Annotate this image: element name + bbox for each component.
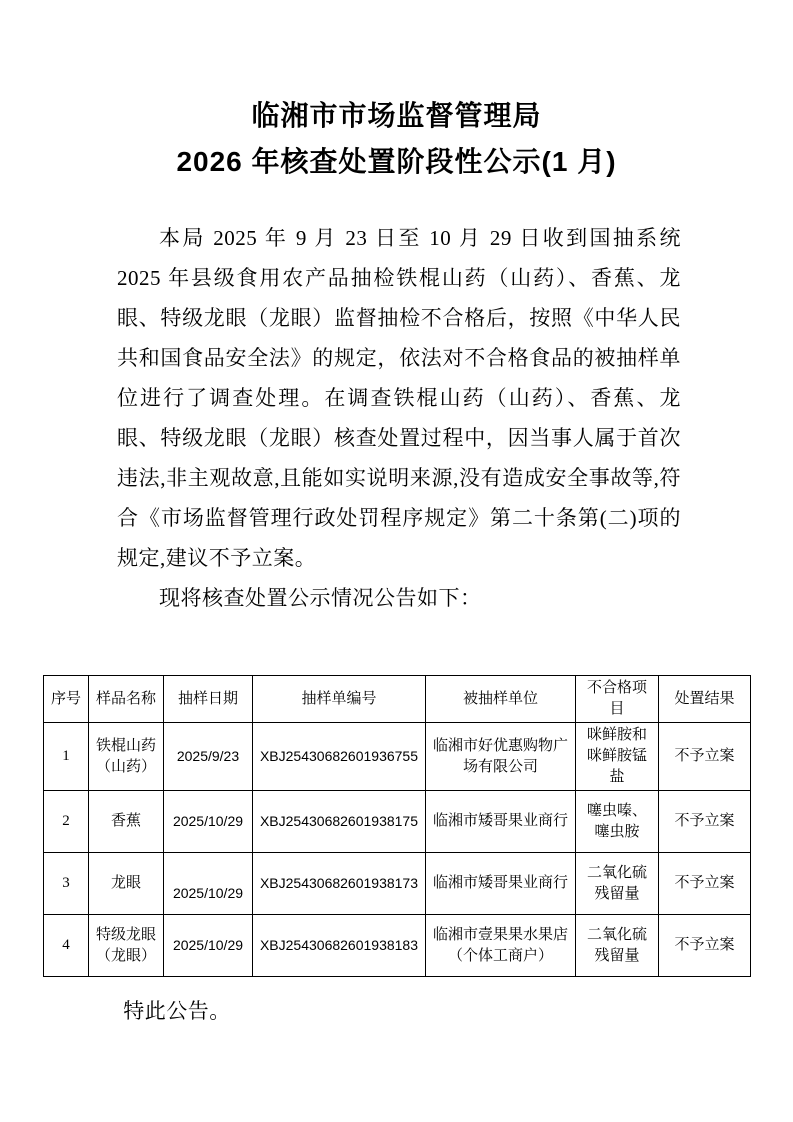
cell-seq: 1 bbox=[44, 723, 89, 791]
cell-sampled-unit: 临湘市矮哥果业商行 bbox=[426, 853, 576, 915]
cell-sample-date: 2025/10/29 bbox=[164, 791, 253, 853]
cell-sample-number: XBJ25430682601938175 bbox=[253, 791, 426, 853]
cell-sample-name: 龙眼 bbox=[89, 853, 164, 915]
header-seq: 序号 bbox=[44, 676, 89, 723]
cell-sample-name: 香蕉 bbox=[89, 791, 164, 853]
cell-sample-date: 2025/10/29 bbox=[164, 915, 253, 977]
cell-disposal-result: 不予立案 bbox=[659, 723, 751, 791]
cell-sampled-unit: 临湘市矮哥果业商行 bbox=[426, 791, 576, 853]
cell-seq: 4 bbox=[44, 915, 89, 977]
body-paragraph-lead-in: 现将核查处置公示情况公告如下： bbox=[159, 586, 482, 610]
cell-disposal-result: 不予立案 bbox=[659, 853, 751, 915]
header-failed-item: 不合格项目 bbox=[576, 676, 659, 723]
closing-statement: 特此公告。 bbox=[123, 999, 231, 1023]
cell-sample-number: XBJ25430682601938173 bbox=[253, 853, 426, 915]
cell-sample-number: XBJ25430682601938183 bbox=[253, 915, 426, 977]
cell-failed-item: 咪鲜胺和咪鲜胺锰盐 bbox=[576, 723, 659, 791]
document-title-line2: 2026 年核查处置阶段性公示(1 月) bbox=[176, 146, 617, 177]
table-row bbox=[44, 915, 751, 977]
header-sample-name: 样品名称 bbox=[89, 676, 164, 723]
table-row bbox=[44, 791, 751, 853]
cell-disposal-result: 不予立案 bbox=[659, 915, 751, 977]
cell-sample-date: 2025/9/23 bbox=[164, 723, 253, 791]
body-paragraph-main: 本局 2025 年 9 月 23 日至 10 月 29 日收到国抽系统 2025 年县级食用农产品抽检铁棍山药（山药）、香蕉、龙眼、特级龙眼（龙眼）监督抽检不合格后，按照《中华人民共和国食品安全法》的规定，依法对不合格食品的被抽样单位进行了调查处理。在调查铁棍山药（山药）、香蕉、龙眼、特级龙眼（龙眼）核查处置过程中，因当事人属于首次违法,非主观故意,且能如实说明来源,没有造成安全事故等,符合《市场监督管理行政处罚程序规定》第二十条第(二)项的规定,建议不予立案。 bbox=[117, 226, 681, 570]
header-sample-date: 抽样日期 bbox=[164, 676, 253, 723]
cell-sample-number: XBJ25430682601936755 bbox=[253, 723, 426, 791]
cell-seq: 3 bbox=[44, 853, 89, 915]
cell-sampled-unit: 临湘市好优惠购物广场有限公司 bbox=[426, 723, 576, 791]
cell-disposal-result: 不予立案 bbox=[659, 791, 751, 853]
cell-sample-name: 铁棍山药（山药） bbox=[89, 723, 164, 791]
cell-seq: 2 bbox=[44, 791, 89, 853]
cell-failed-item: 噻虫嗪、噻虫胺 bbox=[576, 791, 659, 853]
header-sampled-unit: 被抽样单位 bbox=[426, 676, 576, 723]
document-title-line1: 临湘市市场监督管理局 bbox=[251, 100, 542, 131]
header-disposal-result: 处置结果 bbox=[659, 676, 751, 723]
table-header-row bbox=[44, 676, 751, 723]
table-row bbox=[44, 853, 751, 915]
inspection-results-table bbox=[43, 675, 751, 977]
cell-sample-date: 2025/10/29 bbox=[164, 853, 253, 915]
header-sample-number: 抽样单编号 bbox=[253, 676, 426, 723]
table-row bbox=[44, 723, 751, 791]
cell-failed-item: 二氧化硫残留量 bbox=[576, 853, 659, 915]
cell-sample-name: 特级龙眼（龙眼） bbox=[89, 915, 164, 977]
cell-sampled-unit: 临湘市壹果果水果店（个体工商户） bbox=[426, 915, 576, 977]
document-body bbox=[117, 218, 681, 618]
cell-failed-item: 二氧化硫残留量 bbox=[576, 915, 659, 977]
